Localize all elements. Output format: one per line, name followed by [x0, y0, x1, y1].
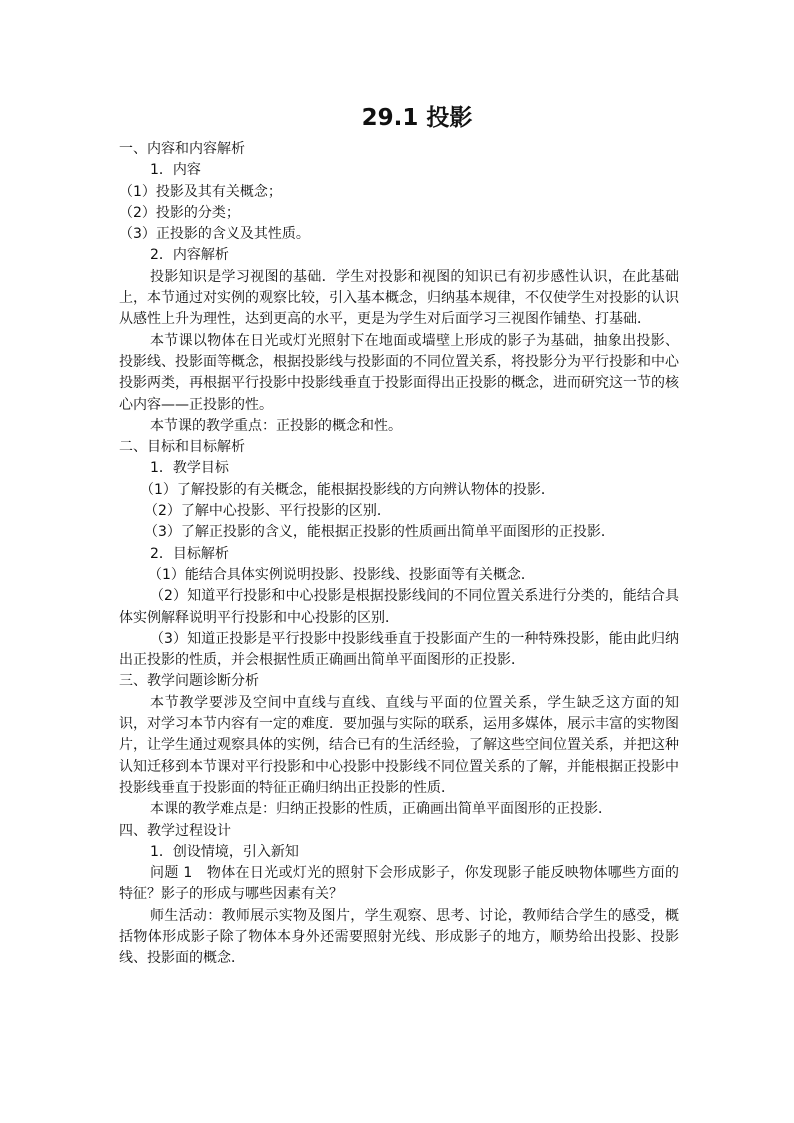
paragraph: （3）知道正投影是平行投影中投影线垂直于投影面产生的一种特殊投影，能由此归纳出正投影的性质，并会根据性质正确画出简单平面图形的正投影．	[119, 630, 679, 669]
subheading: 2．内容解析	[150, 247, 229, 264]
section-heading: 二、目标和目标解析	[119, 439, 245, 456]
section-heading: 四、教学过程设计	[119, 822, 231, 839]
paragraph: 本节教学要涉及空间中直线与直线、直线与平面的位置关系，学生缺乏这方面的知识，对学习本节内容有一定的难度．要加强与实际的联系，运用多媒体，展示丰富的实物图片，让学生通过观察具体的实例，结合已有的生活经验，了解这些空间位置关系，并把这种认知迁移到本节课对平行投影和中心投影中投影线不同位置关系的了解，并能根据正投影中投影线垂直于投影面的特征正确归纳出正投影的性质．	[119, 694, 679, 796]
list-item: （1）了解投影的有关概念，能根据投影线的方向辨认物体的投影．	[140, 481, 555, 498]
subheading: 1．教学目标	[150, 460, 229, 477]
subheading: 1．内容	[150, 162, 201, 179]
section-heading: 一、内容和内容解析	[119, 141, 245, 157]
paragraph: 本课的教学难点是：归纳正投影的性质，正确画出简单平面图形的正投影．	[150, 801, 612, 818]
list-item: （1）能结合具体实例说明投影、投影线、投影面等有关概念．	[148, 566, 535, 583]
section-heading: 三、教学问题诊断分析	[119, 673, 259, 690]
list-item: （3）正投影的含义及其性质。	[119, 226, 310, 243]
paragraph: 师生活动：教师展示实物及图片，学生观察、思考、讨论，教师结合学生的感受，概括物体形成影子除了物体本身外还需要照射光线、形成影子的地方，顺势给出投影、投影线、投影面的概念．	[119, 907, 679, 967]
paragraph: 本节课以物体在日光或灯光照射下在地面或墙壁上形成的影子为基础，抽象出投影、投影线、投影面等概念，根据投影线与投影面的不同位置关系，将投影分为平行投影和中心投影两类，再根据平行投影中投影线垂直于投影面得出正投影的概念，进而研究这一节的核心内容——正投影的性。	[119, 332, 679, 413]
paragraph: 问题 1 物体在日光或灯光的照射下会形成影子，你发现影子能反映物体哪些方面的特征？影子的形成与哪些因素有关？	[119, 865, 679, 903]
paragraph: 投影知识是学习视图的基础．学生对投影和视图的知识已有初步感性认识，在此基础上，本节通过对实例的观察比较，引入基本概念，归纳基本规律，不仅使学生对投影的认识从感性上升为理性，达到更高的水平，更是为学生对后面学习三视图作铺垫、打基础．	[119, 268, 679, 328]
list-item: （1）投影及其有关概念；	[119, 183, 282, 200]
subheading: 2．目标解析	[150, 545, 229, 562]
paragraph: 本节课的教学重点：正投影的概念和性。	[150, 417, 402, 434]
paragraph: （2）知道平行投影和中心投影是根据投影线间的不同位置关系进行分类的，能结合具体实例解释说明平行投影和中心投影的区别．	[119, 588, 679, 626]
list-item: （2）了解中心投影、平行投影的区别．	[144, 503, 391, 520]
page-title: 29.1 投影	[361, 105, 473, 131]
document-page	[119, 100, 679, 970]
list-item: （2）投影的分类；	[119, 204, 240, 221]
list-item: （3）了解正投影的含义，能根据正投影的性质画出简单平面图形的正投影．	[144, 524, 615, 541]
subheading: 1．创设情境，引入新知	[150, 843, 299, 860]
